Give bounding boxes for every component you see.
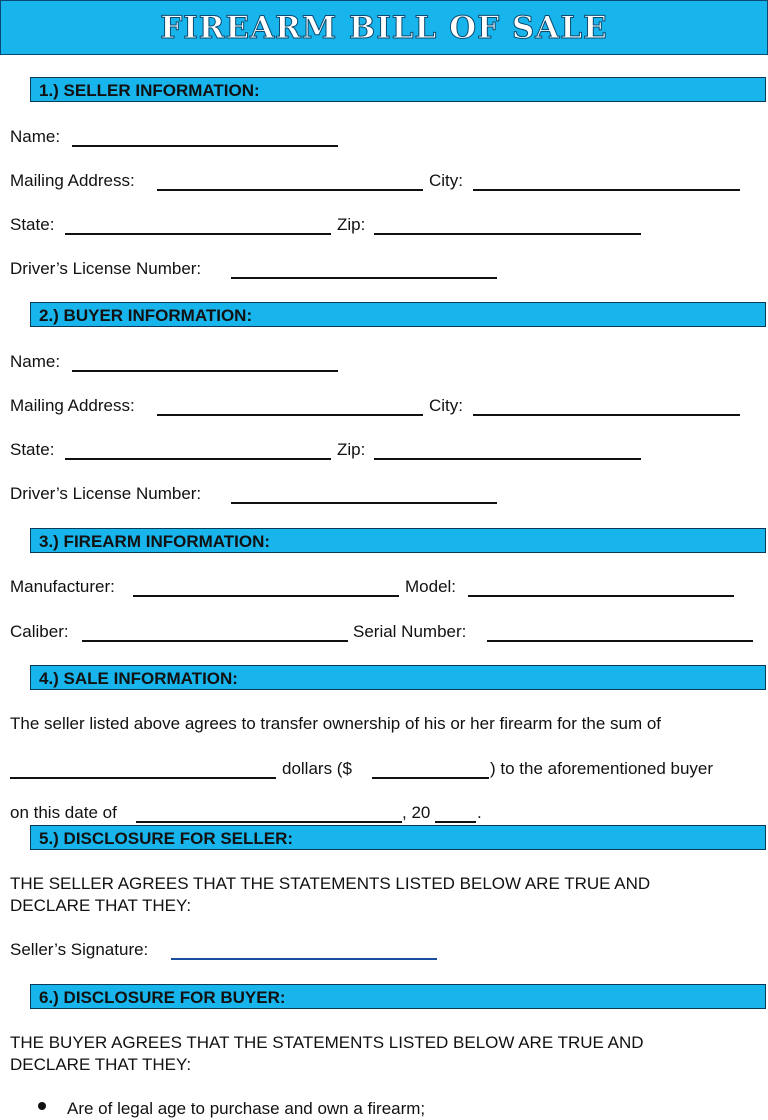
section-header-sale [30, 665, 766, 690]
serial-number-line[interactable] [487, 640, 753, 642]
section-header-seller [30, 77, 766, 102]
section-header-buyer [30, 302, 766, 327]
seller-address-line[interactable] [157, 189, 423, 191]
buyer-disclosure-item: Are of legal age to purchase and own a firearm; [67, 1099, 426, 1118]
field-label: Driver’s License Number: [10, 484, 202, 503]
document-title: FIREARM BILL OF SALE [160, 9, 608, 46]
buyer-license-line[interactable] [231, 502, 497, 504]
seller-name-line[interactable] [72, 145, 338, 147]
field-label: Caliber: [10, 622, 69, 641]
field-label: Model: [405, 577, 457, 596]
sale-year-line[interactable] [435, 821, 476, 823]
buyer-label: ) to the aforementioned buyer [490, 759, 714, 778]
seller-disclosure-line2: DECLARE THAT THEY: [10, 896, 192, 915]
section-title: 5.) DISCLOSURE FOR SELLER: [39, 829, 294, 848]
sale-statement: The seller listed above agrees to transfer ownership of his or her firearm for the sum of [10, 714, 662, 733]
manufacturer-line[interactable] [133, 595, 399, 597]
section-header-seller-disclosure [30, 825, 766, 850]
title-banner [0, 0, 768, 55]
bullet-icon [38, 1102, 46, 1110]
field-label: Mailing Address: [10, 396, 135, 415]
seller-disclosure-line1: THE SELLER AGREES THAT THE STATEMENTS LISTED BELOW ARE TRUE AND [10, 874, 651, 893]
field-label: Driver’s License Number: [10, 259, 202, 278]
sale-amount-words-line[interactable] [10, 777, 276, 779]
seller-zip-line[interactable] [374, 233, 641, 235]
field-label: Seller’s Signature: [10, 940, 149, 959]
field-label: Name: [10, 352, 61, 371]
field-label: Name: [10, 127, 61, 146]
buyer-disclosure-line1: THE BUYER AGREES THAT THE STATEMENTS LISTED BELOW ARE TRUE AND [10, 1033, 644, 1052]
section-header-firearm [30, 528, 766, 553]
field-label: Manufacturer: [10, 577, 115, 596]
buyer-state-line[interactable] [65, 458, 331, 460]
date-label: on this date of [10, 803, 117, 822]
sale-amount-number-line[interactable] [372, 777, 489, 779]
seller-city-line[interactable] [473, 189, 740, 191]
field-label: Zip: [337, 215, 366, 234]
dollars-label: dollars ($ [282, 759, 352, 778]
buyer-disclosure-line2: DECLARE THAT THEY: [10, 1055, 192, 1074]
period: . [477, 803, 482, 822]
seller-signature-line[interactable] [171, 958, 437, 960]
field-label: Mailing Address: [10, 171, 135, 190]
section-title: 6.) DISCLOSURE FOR BUYER: [39, 988, 286, 1007]
section-title: 4.) SALE INFORMATION: [39, 669, 238, 688]
buyer-zip-line[interactable] [374, 458, 641, 460]
section-title: 1.) SELLER INFORMATION: [39, 81, 260, 100]
field-label: City: [429, 171, 463, 190]
section-header-buyer-disclosure [30, 984, 766, 1009]
field-label: City: [429, 396, 463, 415]
year-prefix: , 20 [402, 803, 431, 822]
seller-license-line[interactable] [231, 277, 497, 279]
field-label: State: [10, 440, 55, 459]
seller-state-line[interactable] [65, 233, 331, 235]
buyer-city-line[interactable] [473, 414, 740, 416]
buyer-name-line[interactable] [72, 370, 338, 372]
section-title: 2.) BUYER INFORMATION: [39, 306, 253, 325]
section-title: 3.) FIREARM INFORMATION: [39, 532, 271, 551]
sale-date-line[interactable] [136, 821, 402, 823]
field-label: State: [10, 215, 55, 234]
model-line[interactable] [468, 595, 734, 597]
buyer-address-line[interactable] [157, 414, 423, 416]
field-label: Zip: [337, 440, 366, 459]
caliber-line[interactable] [82, 640, 348, 642]
field-label: Serial Number: [353, 622, 467, 641]
